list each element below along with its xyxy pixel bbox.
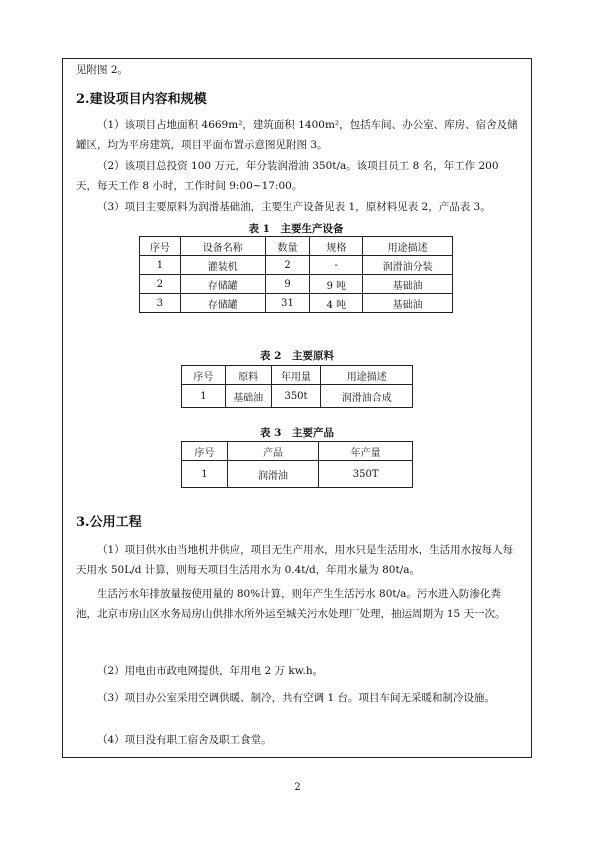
table-header-cell: 原料 bbox=[225, 366, 271, 385]
table-header-cell: 序号 bbox=[140, 237, 181, 256]
table-cell: 350T bbox=[319, 461, 413, 488]
table-cell: 存储罐 bbox=[180, 294, 265, 313]
section-3-paragraph-3: （2）用电由市政电网提供，年用电 2 万 kw.h。 bbox=[97, 665, 324, 677]
table-header-cell: 年产量 bbox=[319, 442, 413, 461]
table-1 bbox=[139, 236, 453, 313]
section-3-paragraph-1: （1）项目供水由当地机井供应，项目无生产用水，用水只是生活用水，生活用水按每人每天用水 50L/d 计算，则每天项目生活用水为 0.4t/d，年用水量为 80t/a。 bbox=[76, 544, 514, 576]
table-cell: 润滑油分装 bbox=[363, 256, 453, 275]
table-cell: 1 bbox=[182, 385, 226, 408]
intro-line: 见附图 2。 bbox=[76, 64, 129, 76]
table-1-caption: 表 1 主要生产设备 bbox=[248, 223, 344, 235]
section-3-paragraph-5: （4）项目没有职工宿舍及职工食堂。 bbox=[97, 734, 272, 746]
table-2 bbox=[181, 365, 413, 408]
table-cell: 灌装机 bbox=[180, 256, 265, 275]
section-2-paragraph-3: （3）项目主要原料为润滑基础油，主要生产设备见表 1，原材料见表 2，产品表 3。 bbox=[97, 201, 491, 213]
table-row bbox=[182, 442, 413, 461]
table-row bbox=[140, 294, 453, 313]
table-cell: 4 吨 bbox=[310, 294, 363, 313]
table-cell: 1 bbox=[140, 256, 181, 275]
table-row bbox=[140, 275, 453, 294]
section-3-paragraph-4: （3）项目办公室采用空调供暖、制冷，共有空调 1 台。项目车间无采暖和制冷设施。 bbox=[97, 692, 496, 704]
table-cell: 1 bbox=[182, 461, 228, 488]
table-row bbox=[182, 461, 413, 488]
table-header-cell: 规格 bbox=[310, 237, 363, 256]
table-cell: - bbox=[310, 256, 363, 275]
table-row bbox=[140, 256, 453, 275]
table-cell: 润滑油合成 bbox=[321, 385, 413, 408]
section-2-paragraph-2: （2）该项目总投资 100 万元，年分装润滑油 350t/a。该项目员工 8 名，年工作 200 天，每天工作 8 小时，工作时间 9:00~17:00。 bbox=[76, 160, 499, 192]
table-cell: 2 bbox=[265, 256, 310, 275]
table-cell: 基础油 bbox=[225, 385, 271, 408]
table-3 bbox=[181, 441, 413, 488]
table-cell: 存储罐 bbox=[180, 275, 265, 294]
table-cell: 31 bbox=[265, 294, 310, 313]
table-header-cell: 用途描述 bbox=[321, 366, 413, 385]
table-row bbox=[182, 366, 413, 385]
table-header-cell: 设备名称 bbox=[180, 237, 265, 256]
section-2-title: 2.建设项目内容和规模 bbox=[76, 92, 207, 107]
table-header-cell: 年用量 bbox=[271, 366, 321, 385]
table-cell: 润滑油 bbox=[227, 461, 319, 488]
table-header-cell: 数量 bbox=[265, 237, 310, 256]
table-header-cell: 产品 bbox=[227, 442, 319, 461]
table-cell: 9 吨 bbox=[310, 275, 363, 294]
table-row bbox=[182, 385, 413, 408]
section-3-title: 3.公用工程 bbox=[76, 515, 142, 530]
table-header-cell: 序号 bbox=[182, 366, 226, 385]
section-2-paragraph-1: （1）该项目占地面积 4669m²，建筑面积 1400m²，包括车间、办公室、库房、宿舍及储罐区，均为平房建筑，项目平面布置示意图见附图 3。 bbox=[76, 119, 518, 151]
table-cell: 基础油 bbox=[363, 275, 453, 294]
table-header-cell: 序号 bbox=[182, 442, 228, 461]
table-cell: 基础油 bbox=[363, 294, 453, 313]
table-cell: 2 bbox=[140, 275, 181, 294]
table-2-caption: 表 2 主要原料 bbox=[260, 350, 334, 362]
table-row bbox=[140, 237, 453, 256]
table-cell: 350t bbox=[271, 385, 321, 408]
table-3-caption: 表 3 主要产品 bbox=[260, 427, 334, 439]
table-cell: 3 bbox=[140, 294, 181, 313]
table-header-cell: 用途描述 bbox=[363, 237, 453, 256]
section-3-paragraph-2: 生活污水年排放量按使用量的 80%计算，则年产生生活污水 80t/a。污水进入防渗化粪池，北京市房山区水务局房山供排水所外运至城关污水处理厂处理，抽运周期为 15 天一次。 bbox=[76, 588, 506, 620]
table-cell: 9 bbox=[265, 275, 310, 294]
page-number: 2 bbox=[294, 782, 301, 793]
